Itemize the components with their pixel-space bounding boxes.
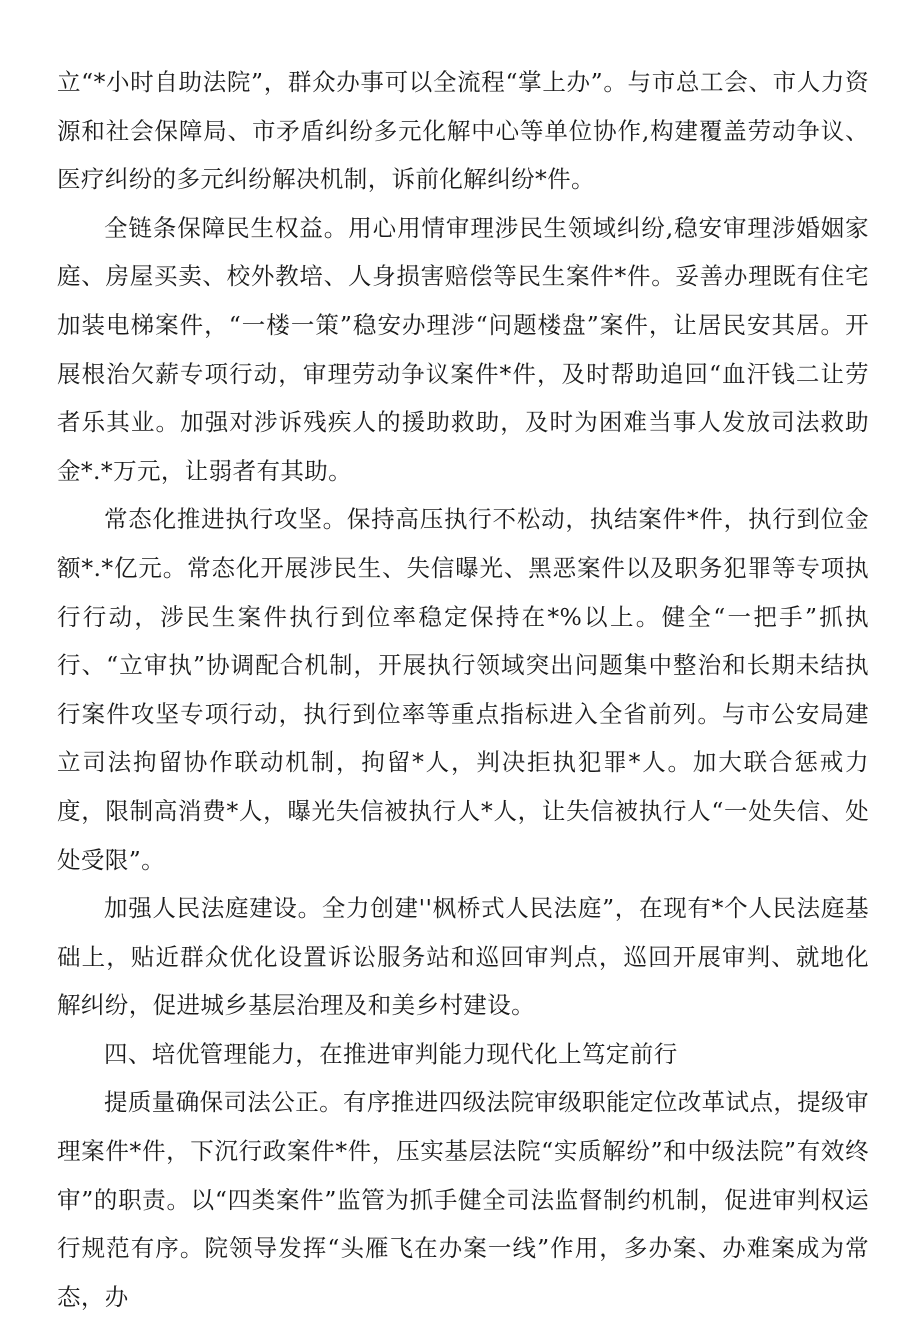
section-heading: 四、培优管理能力，在推进审判能力现代化上笃定前行 <box>104 1039 678 1068</box>
paragraph-enforcement: 常态化推进执行攻坚。保持高压执行不松动，执结案件*件，执行到位金额*.*亿元。常态化开展涉民生、失信曝光、黑恶案件以及职务犯罪等专项执行行动，涉民生案件执行到位率稳定保持在*%以上。健全“一把手”抓执行、“立审执”协调配合机制，开展执行领域突出问题集中整治和长期未结执行案件攻坚专项行动，执行到位率等重点指标进入全省前列。与市公安局建立司法拘留协作联动机制，拘留*人，判决拒执犯罪*人。加大联合惩戒力度，限制高消费*人，曝光失信被执行人*人，让失信被执行人“一处失信、处处受限”。 <box>57 505 869 874</box>
paragraph-continuation: 立“*小时自助法院”，群众办事可以全流程“掌上办”。与市总工会、市人力资源和社会保障局、市矛盾纠纷多元化解中心等单位协作,构建覆盖劳动争议、医疗纠纷的多元纠纷解决机制，诉前化解纠纷*件。 <box>57 68 869 194</box>
paragraph-peoples-tribunal: 加强人民法庭建设。全力创建''枫桥式人民法庭”，在现有*个人民法庭基础上，贴近群众优化设置诉讼服务站和巡回审判点，巡回开展审判、就地化解纠纷，促进城乡基层治理及和美乡村建设。 <box>57 894 869 1020</box>
paragraph-livelihood-rights: 全链条保障民生权益。用心用情审理涉民生领域纠纷,稳安审理涉婚姻家庭、房屋买卖、校外教培、人身损害赔偿等民生案件*件。妥善办理既有住宅加装电梯案件，“一楼一策”稳安办理涉“问题楼盘”案件，让居民安其居。开展根治欠薪专项行动，审理劳动争议案件*件，及时帮助追回“血汗钱二让劳者乐其业。加强对涉诉残疾人的援助救助，及时为困难当事人发放司法救助金*.*万元，让弱者有其助。 <box>57 213 869 485</box>
paragraph-judicial-fairness: 提质量确保司法公正。有序推进四级法院审级职能定位改革试点，提级审理案件*件，下沉行政案件*件，压实基层法院“实质解纷”和中级法院”有效终审”的职责。以“四类案件”监管为抓手健全司法监督制约机制，促进审判权运行规范有序。院领导发挥“头雁飞在办案一线”作用，多办案、办难案成为常态，办 <box>57 1088 869 1311</box>
document-page <box>57 58 869 1321</box>
